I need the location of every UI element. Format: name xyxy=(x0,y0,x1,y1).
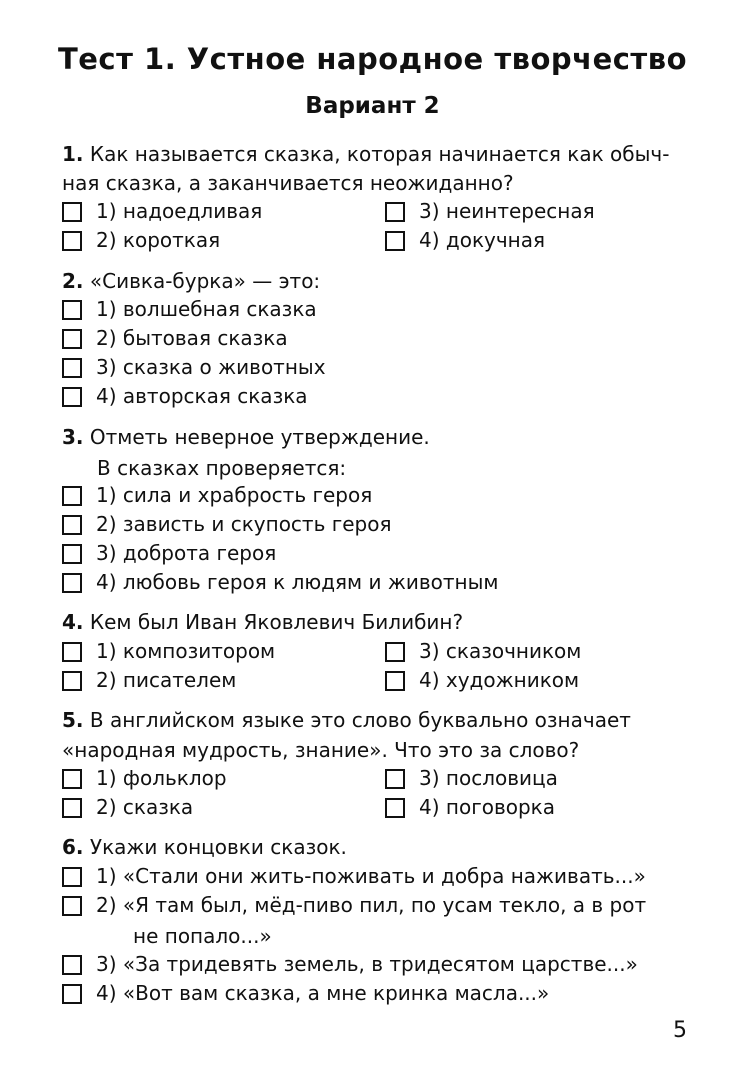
answer-option[interactable]: 3) сказка о животных xyxy=(62,354,326,380)
answer-option[interactable]: 1) сила и храбрость героя xyxy=(62,482,372,508)
answer-option[interactable]: 4) «Вот вам сказка, а мне кринка масла...» xyxy=(62,980,549,1006)
answer-option[interactable]: 1) надоедливая xyxy=(62,198,262,224)
variant-heading: Вариант 2 xyxy=(305,93,440,119)
answer-option[interactable]: 4) любовь героя к людям и животным xyxy=(62,569,499,595)
checkbox[interactable] xyxy=(385,202,405,222)
question-text: Отметь неверное утверждение. xyxy=(89,425,430,449)
question-2 xyxy=(62,267,320,296)
question-text: «Сивка-бурка» — это: xyxy=(89,269,321,293)
page-title: Тест 1. Устное народное творчество xyxy=(57,42,688,76)
answer-option[interactable]: 2) короткая xyxy=(62,227,220,253)
checkbox[interactable] xyxy=(62,202,82,222)
question-text: В английском языке это слово буквально означает xyxy=(89,708,631,732)
checkbox[interactable] xyxy=(62,515,82,535)
question-text-line: «народная мудрость, знание». Что это за слово? xyxy=(62,738,580,762)
question-number: 2. xyxy=(62,269,84,293)
question-6 xyxy=(62,833,347,862)
answer-option[interactable]: 3) неинтересная xyxy=(385,198,595,224)
question-3 xyxy=(62,423,430,452)
answer-option[interactable]: 2) зависть и скупость героя xyxy=(62,511,392,537)
checkbox[interactable] xyxy=(62,387,82,407)
question-text: Как называется сказка, которая начинается как обыч- xyxy=(89,142,670,166)
page-number: 5 xyxy=(673,1018,687,1043)
question-1 xyxy=(62,140,669,169)
answer-option[interactable]: 3) сказочником xyxy=(385,638,581,664)
checkbox[interactable] xyxy=(62,769,82,789)
checkbox[interactable] xyxy=(62,486,82,506)
answer-option[interactable]: 1) фольклор xyxy=(62,765,227,791)
answer-option[interactable]: 2) бытовая сказка xyxy=(62,325,288,351)
question-text: Укажи концовки сказок. xyxy=(89,835,347,859)
answer-option[interactable]: 1) композитором xyxy=(62,638,275,664)
checkbox[interactable] xyxy=(62,358,82,378)
question-5 xyxy=(62,706,631,735)
answer-option[interactable]: 3) доброта героя xyxy=(62,540,276,566)
checkbox[interactable] xyxy=(62,671,82,691)
question-number: 4. xyxy=(62,610,84,634)
question-number: 5. xyxy=(62,708,84,732)
answer-option[interactable]: 4) поговорка xyxy=(385,794,555,820)
answer-option[interactable]: 2) писателем xyxy=(62,667,236,693)
question-number: 6. xyxy=(62,835,84,859)
checkbox[interactable] xyxy=(62,231,82,251)
question-text: Кем был Иван Яковлевич Билибин? xyxy=(89,610,464,634)
question-number: 3. xyxy=(62,425,84,449)
checkbox[interactable] xyxy=(62,544,82,564)
checkbox[interactable] xyxy=(385,231,405,251)
question-text-line: В сказках проверяется: xyxy=(97,456,347,480)
answer-option[interactable]: 1) «Стали они жить-поживать и добра наживать...» xyxy=(62,863,646,889)
answer-option[interactable]: 1) волшебная сказка xyxy=(62,296,317,322)
question-text-line: ная сказка, а заканчивается неожиданно? xyxy=(62,171,514,195)
answer-option[interactable]: 2) сказка xyxy=(62,794,193,820)
checkbox[interactable] xyxy=(385,642,405,662)
checkbox[interactable] xyxy=(385,671,405,691)
checkbox[interactable] xyxy=(62,642,82,662)
checkbox[interactable] xyxy=(385,798,405,818)
question-number: 1. xyxy=(62,142,84,166)
checkbox[interactable] xyxy=(62,896,82,916)
answer-option[interactable]: 4) художником xyxy=(385,667,579,693)
checkbox[interactable] xyxy=(62,329,82,349)
checkbox[interactable] xyxy=(385,769,405,789)
checkbox[interactable] xyxy=(62,867,82,887)
answer-option[interactable]: 2) «Я там был, мёд-пиво пил, по усам текло, а в рот xyxy=(62,892,646,918)
answer-option[interactable]: 4) авторская сказка xyxy=(62,383,308,409)
checkbox[interactable] xyxy=(62,300,82,320)
checkbox[interactable] xyxy=(62,798,82,818)
answer-option[interactable]: 3) пословица xyxy=(385,765,558,791)
answer-option-continuation: не попало...» xyxy=(133,924,272,948)
question-4 xyxy=(62,608,463,637)
checkbox[interactable] xyxy=(62,955,82,975)
answer-option[interactable]: 3) «За тридевять земель, в тридесятом царстве...» xyxy=(62,951,638,977)
checkbox[interactable] xyxy=(62,984,82,1004)
answer-option[interactable]: 4) докучная xyxy=(385,227,545,253)
checkbox[interactable] xyxy=(62,573,82,593)
